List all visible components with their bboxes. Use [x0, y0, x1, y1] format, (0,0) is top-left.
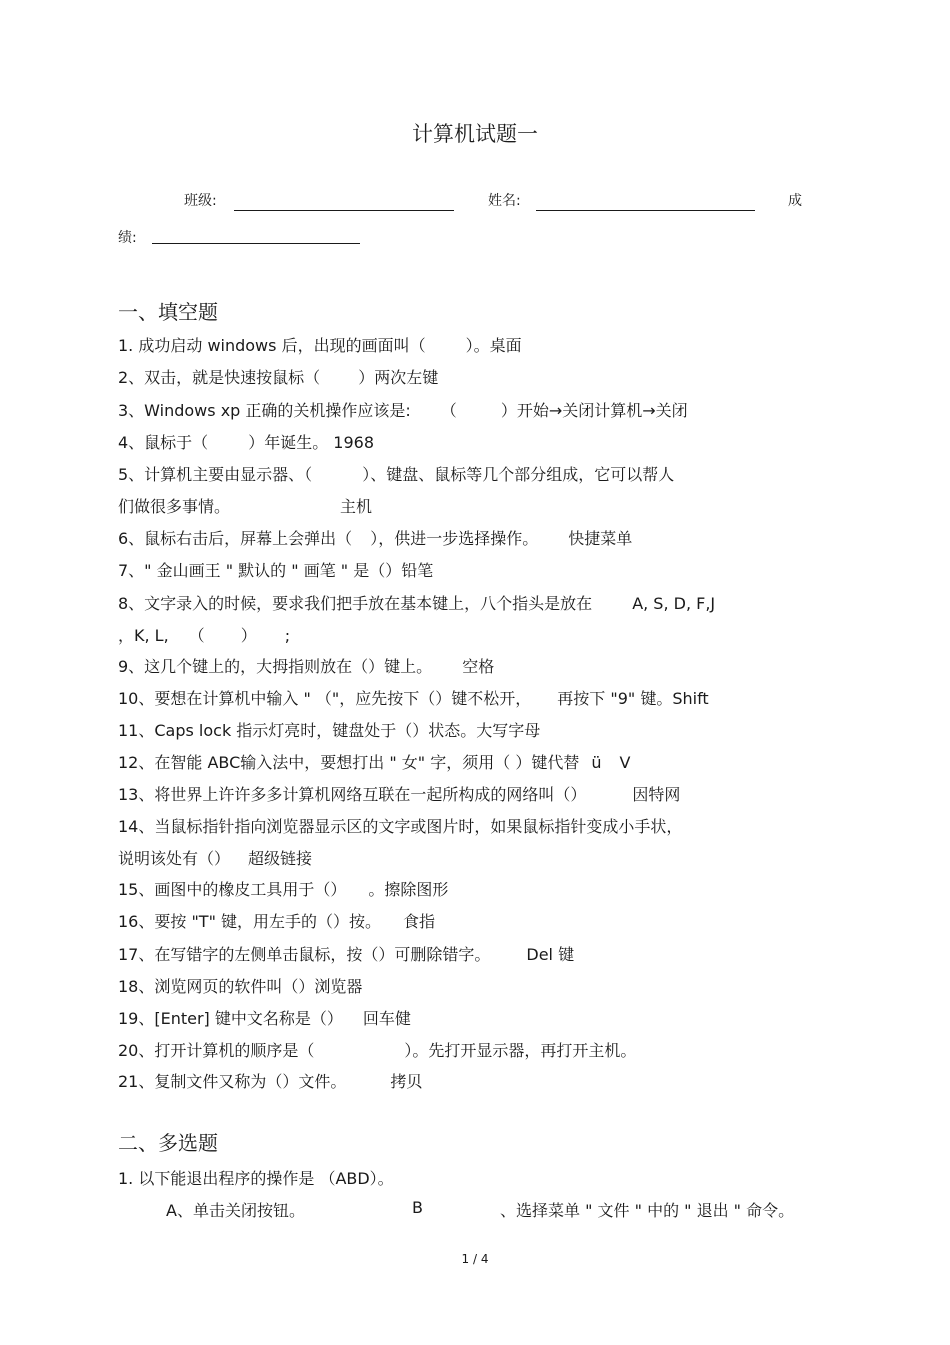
question-19: 19、[Enter] 键中文名称是（） 回车健: [118, 1009, 411, 1028]
question-5-continued: 们做很多事情。 主机: [118, 497, 373, 516]
question-12: 12、在智能 ABC输入法中，要想打出 " 女" 字，须用（ ）键代替 ü V: [118, 753, 631, 772]
question-7: 7、" 金山画王 " 默认的 " 画笔 " 是（）铅笔: [118, 561, 434, 580]
question-10: 10、要想在计算机中输入 " （"，应先按下（）键不松开， 再按下 "9" 键。Shift: [118, 689, 709, 708]
question-1: 1. 成功启动 windows 后，出现的画面叫（ ）。桌面: [118, 336, 522, 355]
class-label: 班级:: [184, 193, 217, 209]
section-heading-fill-blank: 一、填空题: [118, 300, 218, 324]
question-13: 13、将世界上许许多多计算机网络互联在一起所构成的网络叫（） 因特网: [118, 785, 681, 804]
page-title: 计算机试题一: [412, 122, 538, 146]
question-15: 15、画图中的橡皮工具用于（） 。擦除图形: [118, 880, 449, 899]
name-blank-line: [536, 210, 755, 211]
question-11: 11、Caps lock 指示灯亮时，键盘处于（）状态。大写字母: [118, 721, 541, 740]
question-5: 5、计算机主要由显示器、（ ）、键盘、鼠标等几个部分组成，它可以帮人: [118, 465, 675, 484]
question-9: 9、这几个键上的，大拇指则放在（）键上。 空格: [118, 657, 495, 676]
question-21: 21、复制文件又称为（）文件。 拷贝: [118, 1072, 423, 1091]
question-6: 6、鼠标右击后，屏幕上会弹出（ ），供进一步选择操作。 快捷菜单: [118, 529, 633, 548]
mc-question-1: 1. 以下能退出程序的操作是 （ABD）。: [118, 1169, 394, 1188]
question-4: 4、鼠标于（ ）年诞生。 1968: [118, 433, 374, 452]
question-14: 14、当鼠标指针指向浏览器显示区的文字或图片时，如果鼠标指针变成小手状，: [118, 817, 683, 836]
option-b-letter: B: [412, 1198, 423, 1217]
score-blank-line: [152, 243, 360, 244]
section-heading-multiple-choice: 二、多选题: [118, 1131, 218, 1155]
question-16: 16、要按 "T" 键，用左手的（）按。 食指: [118, 912, 436, 931]
option-b-text: 、选择菜单 " 文件 " 中的 " 退出 " 命令。: [500, 1201, 795, 1220]
page-number: 1 / 4: [461, 1252, 489, 1266]
question-20: 20、打开计算机的顺序是（ ）。先打开显示器，再打开主机。: [118, 1041, 637, 1060]
question-2: 2、双击，就是快速按鼠标（ ）两次左键: [118, 368, 439, 387]
score-label-part2: 绩:: [118, 230, 137, 246]
question-8: 8、文字录入的时候，要求我们把手放在基本键上，八个指头是放在 A, S, D, F,J: [118, 594, 716, 613]
question-17: 17、在写错字的左侧单击鼠标，按（）可删除错字。 Del 键: [118, 945, 575, 964]
question-3: 3、Windows xp 正确的关机操作应该是: （ ）开始→关闭计算机→关闭: [118, 401, 688, 420]
option-a: A、单击关闭按钮。: [166, 1201, 305, 1220]
question-18: 18、浏览网页的软件叫（）浏览器: [118, 977, 363, 996]
class-blank-line: [234, 210, 454, 211]
question-14-continued: 说明该处有（） 超级链接: [118, 849, 313, 868]
name-label: 姓名:: [488, 193, 521, 209]
question-8-continued: ，K, L, （ ） ;: [118, 626, 291, 645]
score-label-part1: 成: [788, 193, 802, 209]
